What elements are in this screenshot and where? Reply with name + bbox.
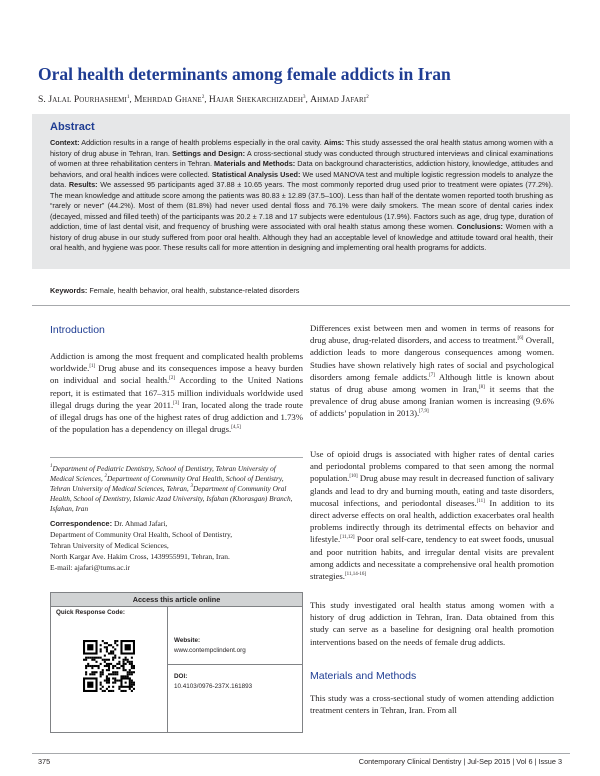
journal-info: Contemporary Clinical Dentistry | Jul-Sep 2015 | Vol 6 | Issue 3 <box>358 757 562 766</box>
paragraph-text: Drug abuse may result in decreased function of salivary glands and lead to dry and burning mouth, eating and taste disorders, mucosal infections, and periodontal diseases. <box>310 473 554 508</box>
author-name: Mehrdad Ghane <box>134 94 202 105</box>
paragraph-text: Drug abuse and its consequences impose a heavy burden on individual and social health. <box>50 363 303 386</box>
paragraph-text: This study investigated oral health status among women with a history of drug addiction in Tehran, Iran. Data obtained from this study can serve as a baseline for designing oral health promotion interventions based on the needs of female drug addicts. <box>310 600 554 647</box>
abstract-section-text: A cross-sectional study was conducted through structured interviews and clinical examinations of women at three rehabilitation centers in Tehran. <box>50 148 553 168</box>
paragraph-text: Use of opioid drugs is associated with higher rates of dental caries and periodontal problems compared to that seen among the normal population. <box>310 449 554 484</box>
affiliation-mark: 2 <box>104 474 107 479</box>
qr-code-icon[interactable] <box>83 640 135 692</box>
citation: [2] <box>169 376 175 382</box>
paragraph-text: Overall, addiction leads to more dangerous consequences among women. Studies have shown relatively high rates of social and psychological disorders among female addicts. <box>310 335 554 382</box>
correspondence-name: Dr. Ahmad Jafari, <box>112 519 168 528</box>
qr-cell <box>51 606 168 733</box>
keywords <box>50 286 553 295</box>
website-label: Website: <box>174 637 201 644</box>
citation: [11,12] <box>340 535 355 541</box>
author-affiliation-mark: 2 <box>201 95 205 100</box>
abstract-section-text: Addiction results in a range of health problems especially in the oral cavity. <box>79 138 324 147</box>
affiliation-divider <box>50 457 303 458</box>
author-affiliation-mark: 1 <box>126 95 130 100</box>
abstract-section-text: We assessed 95 participants aged 37.88 ± 10.65 years. The most commonly reported drug used prior to treatment were opiates (77.2%). The mean knowledge and attitude score among the patients was 80.83 ± 12.89 (37.5–100). Less than half of the dentate women reported tooth brushing as “rarely or never” (44.2%). Most of them (81.8%) had never used dental floss and 76.1% were daily smokers. The mean score of dental caries index (decayed, missed and filled teeth) of the participants was 20.2 ± 7.18 and 17 subjects were edentulous (17.9%). Factors such as age, drug type, duration of addiction, time of last dental visit, and frequency of brushing were associated with oral health status among these women. <box>50 180 553 231</box>
abstract-section-label: Conclusions: <box>456 222 503 231</box>
website-cell <box>168 606 303 665</box>
page-number: 375 <box>38 757 51 766</box>
author-list: S. Jalal Pourhashemi$^1$, Mehrdad Ghane$^2$, Hajar Shekarchizadeh$^3$, Ahmad Jafari$^2$ <box>38 94 369 105</box>
abstract-section-text: Data on background characteristics, addiction history, knowledge, attitudes and behaviors, and oral health indices were collected. <box>50 159 553 179</box>
citation: [1] <box>89 364 96 370</box>
affiliations <box>50 464 300 514</box>
author-affiliation-mark: 3 <box>302 95 306 100</box>
introduction-heading: Introduction <box>50 324 105 336</box>
paragraph-text: Differences exist between men and women in terms of reasons for drug abuse, drug-related disorders, and access to treatment. <box>310 323 554 346</box>
abstract-text <box>50 138 553 254</box>
citation: [11,14-16] <box>344 572 367 578</box>
abstract-box <box>32 114 570 269</box>
keywords-label: Keywords: <box>50 286 88 295</box>
affiliation-text: Department of Community Oral Health, School of Dentistry, Tehran University of Medical Sciences, Tehran, <box>50 474 284 493</box>
access-article-box <box>50 592 303 733</box>
divider <box>32 305 570 306</box>
correspondence-line: Department of Community Oral Health, School of Dentistry, <box>50 530 233 539</box>
paragraph-text: it seems that the prevalence of drug abuse among Iranian women is increasing (9.6% of addicts’ population in 2013). <box>310 384 554 419</box>
affiliation-mark: 3 <box>190 484 194 489</box>
correspondence-line: Tehran University of Medical Sciences, <box>50 541 169 550</box>
paragraph-text: Although little is known about status of drug abuse among women in Iran, <box>310 371 554 395</box>
author-name: Ahmad Jafari <box>310 94 367 105</box>
paragraph-text: Poor oral self-care, tendency to eat sweet foods, unusual and poor nutrition habits, and irregular dental visits are prevalent among addicts and necessitate a comprehensive oral health promotion strategies. <box>310 534 554 582</box>
abstract-section-text: Women with a history of drug abuse in our study suffered from poor oral health. Although they had an acceptable level of knowledge and attitude toward oral health, their oral health, and hygiene was poor. These results call for more attention in designing and implementing oral health programs for addicts. <box>50 222 554 252</box>
citation: [4,5] <box>231 425 241 431</box>
citation: [6] <box>517 336 524 342</box>
abstract-section-label: Context: <box>50 138 80 147</box>
abstract-section-text: This study assessed the oral health status among women with a history of drug abuse in Tehran, Iran. <box>50 138 554 158</box>
paragraph-text: Iran, located along the trade route of illegal drugs has one of the highest rates of drug addiction and 1.73% of the population has a dependency on illegal drugs. <box>50 399 303 435</box>
paragraph-text: Addiction is among the most frequent and complicated health problems worldwide. <box>50 351 303 374</box>
doi-link[interactable]: 10.4103/0976-237X.161893 <box>174 683 253 690</box>
materials-methods-heading: Materials and Methods <box>310 670 417 682</box>
abstract-section-label: Materials and Methods: <box>214 159 296 168</box>
website-link[interactable]: www.contempclindent.org <box>174 647 246 654</box>
abstract-section-label: Settings and Design: <box>172 148 246 158</box>
abstract-section-label: Results: <box>68 180 98 189</box>
citation: [10] <box>349 474 358 480</box>
affiliation-mark: 1 <box>50 464 53 469</box>
article-title: Oral health determinants among female addicts in Iran <box>38 64 451 84</box>
author-affiliation-mark: 2 <box>366 95 369 100</box>
author-name: Hajar Shekarchizadeh <box>208 94 303 105</box>
correspondence <box>50 518 300 573</box>
doi-label: DOI: <box>174 673 188 680</box>
correspondence-email[interactable]: E-mail: ajafari@tums.ac.ir <box>50 563 130 572</box>
affiliation-text: Department of Community Oral Health, School of Dentistry, Islamic Azad University, Isfahan (Khorasgan) Branch, Isfahan, Iran <box>50 484 293 513</box>
intro-paragraph-right-3 <box>310 599 554 648</box>
correspondence-label: Correspondence: <box>50 519 113 528</box>
access-box-heading: Access this article online <box>51 593 302 607</box>
author-name: S. Jalal Pourhashemi <box>38 94 127 105</box>
intro-paragraph-right-1 <box>310 322 554 420</box>
citation: [7] <box>429 372 435 378</box>
intro-paragraph-right-2 <box>310 448 554 582</box>
affiliation-text: Department of Pediatric Dentistry, School of Dentistry, Tehran University of Medical Sciences, <box>50 464 276 483</box>
citation: [8] <box>478 385 485 391</box>
citation: [11] <box>476 498 485 504</box>
citation: [7,9] <box>419 409 429 415</box>
paragraph-text: In addition to its direct adverse effects on oral health, addiction exacerbates oral health problems indirectly through its detrimental effects on behavior and lifestyle. <box>310 497 554 545</box>
citation: [3] <box>173 400 180 406</box>
doi-cell <box>168 665 303 733</box>
abstract-section-label: Statistical Analysis Used: <box>211 169 301 179</box>
intro-paragraph-left <box>50 350 303 435</box>
abstract-section-label: Aims: <box>323 138 345 147</box>
qr-label: Quick Response Code: <box>56 609 125 616</box>
abstract-heading: Abstract <box>50 121 95 133</box>
footer-divider <box>32 753 570 754</box>
materials-paragraph: This study was a cross-sectional study of women attending addiction treatment centers in Tehran, Iran. From all <box>310 693 554 716</box>
paragraph-text: According to the United Nations report, it is estimated that 167–315 million individuals worldwide used illegal drugs during the year 2011. <box>50 375 304 410</box>
abstract-section-text: We used MANOVA test and multiple logistic regression models to analyze the data. <box>50 169 554 189</box>
correspondence-line: North Kargar Ave. Hakim Cross, 1439955991, Tehran, Iran. <box>50 552 230 561</box>
keywords-text: Female, health behavior, oral health, substance-related disorders <box>89 286 300 295</box>
